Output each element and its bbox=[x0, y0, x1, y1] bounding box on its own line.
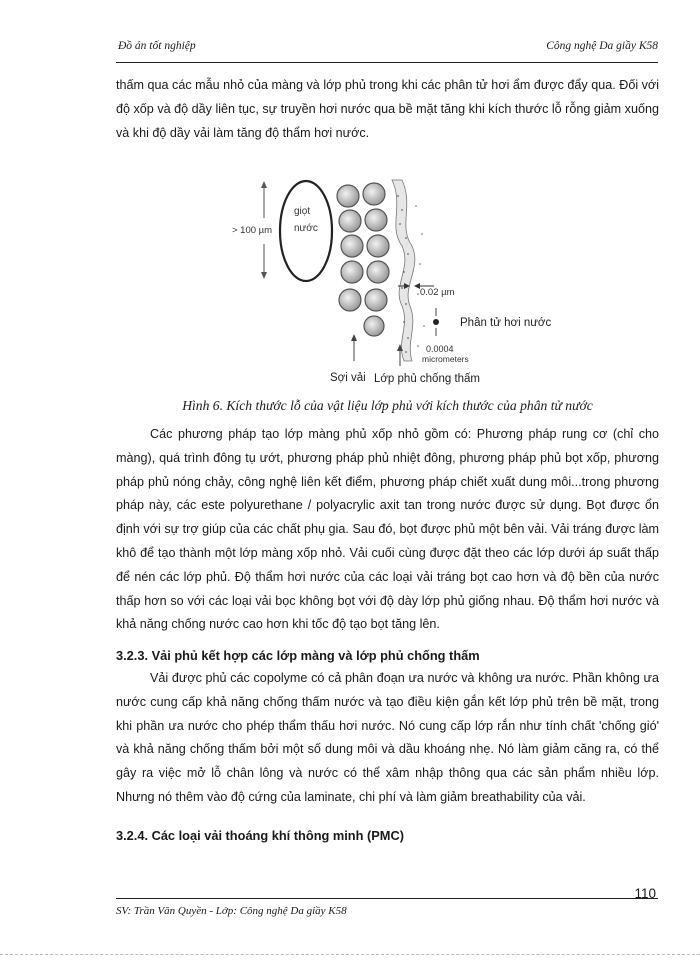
heading-3-2-4: 3.2.4. Các loại vải thoáng khí thông minh (PMC) bbox=[116, 828, 404, 843]
figure-caption: Hình 6. Kích thước lỗ của vật liệu lớp phủ với kích thước của phân tử nước bbox=[182, 398, 593, 413]
fiber-label: Sợi vải bbox=[330, 372, 366, 384]
paragraph-intro: thấm qua các mẫu nhỏ của màng và lớp phủ trong khi các phân tử hơi ẩm được đẩy qua. Đối với độ xốp và độ dầy liên tục, sự truyền hơi nước qua bề mặt tăng khi kích thước lỗ rỗng giảm xuống và khi độ dầy vải làm tăng độ thẩm hơi nước. bbox=[116, 78, 659, 140]
coating-label: Lớp phủ chống thấm bbox=[374, 373, 481, 385]
header-left: Đồ án tốt nghiệp bbox=[118, 40, 196, 52]
heading-3-2-3: 3.2.3. Vải phủ kết hợp các lớp màng và lớp phủ chống thấm bbox=[116, 648, 480, 663]
molecule-size-1: 0.0004 bbox=[426, 344, 454, 354]
paragraph-methods: Các phương pháp tạo lớp màng phủ xốp nhỏ gồm có: Phương pháp rung cơ (chỉ cho màng), quá trình đông tụ ướt, phương pháp phủ nhiệt đông, phương pháp phủ bọt xốp, phương pháp phủ nóng chảy, công nghệ liên kết điểm, phương pháp chiết xuất dung môi...trong phương pháp này, các este polyurethane / polyacrylic axit tan trong nước được sử dụng. Bọt được ổn định với sự trợ giúp của các chất phụ gia. Sau đó, bọt được phủ một bên vải. Vải tráng được làm khô để tạo thành một lớp màng xốp nhỏ. Vải cuối cùng được đặt theo các lớp dưới áp suất thấp để nén các lớp phủ. Độ thẩm hơi nước của các loại vải tráng bọt cao hơn và độ bền của nước thấp hơn so với các loại vải bọc không bọt với độ dày lớp phủ giống nhau. Độ thẩm hơi nước và khả năng chống nước cao hơn khi tốc độ tạo bọt tăng lên. bbox=[116, 427, 659, 632]
molecule-label: Phân tử hơi nước bbox=[460, 317, 552, 329]
page-number: 110 bbox=[634, 886, 656, 901]
figure-pore-size-diagram bbox=[226, 176, 566, 391]
molecule-size-2: micrometers bbox=[422, 354, 469, 364]
size-label: > 100 µm bbox=[232, 225, 273, 236]
drop-label-2: nước bbox=[294, 223, 318, 234]
paragraph-copolymer: Vải được phủ các copolyme có cả phân đoạn ưa nước và không ưa nước. Phần không ưa nước cung cấp khả năng chống thấm nước và tạo điều kiện gắn kết lớp phủ trên bề mặt, trong khi phần ưa nước cho phép thẩm thấu hơi nước. Nó cung cấp lớp rắn như tính chất 'chống gió' và khả năng chống thấm bởi một số dung môi và dầu khoáng nhẹ. Nó làm giảm căng ra, có thể gây ra việc mở lỗ chân lông và nước có thể xâm nhập thông qua các sản phẩm nhiều lớp. Nhưng nó thêm vào độ cứng của laminate, chi phí và làm giảm breathability của vải. bbox=[116, 671, 659, 804]
fabric-fibers bbox=[337, 183, 389, 336]
page-break-line bbox=[0, 954, 700, 955]
page-header bbox=[116, 38, 658, 63]
coating-layer bbox=[392, 180, 415, 361]
vapour-molecule bbox=[433, 319, 439, 325]
pore-label: 0.02 µm bbox=[420, 287, 455, 298]
header-right: Công nghệ Da giầy K58 bbox=[546, 40, 658, 52]
drop-label-1: giọt bbox=[294, 206, 311, 217]
page-footer: SV: Trần Văn Quyền - Lớp: Công nghệ Da giầy K58 bbox=[116, 898, 658, 917]
